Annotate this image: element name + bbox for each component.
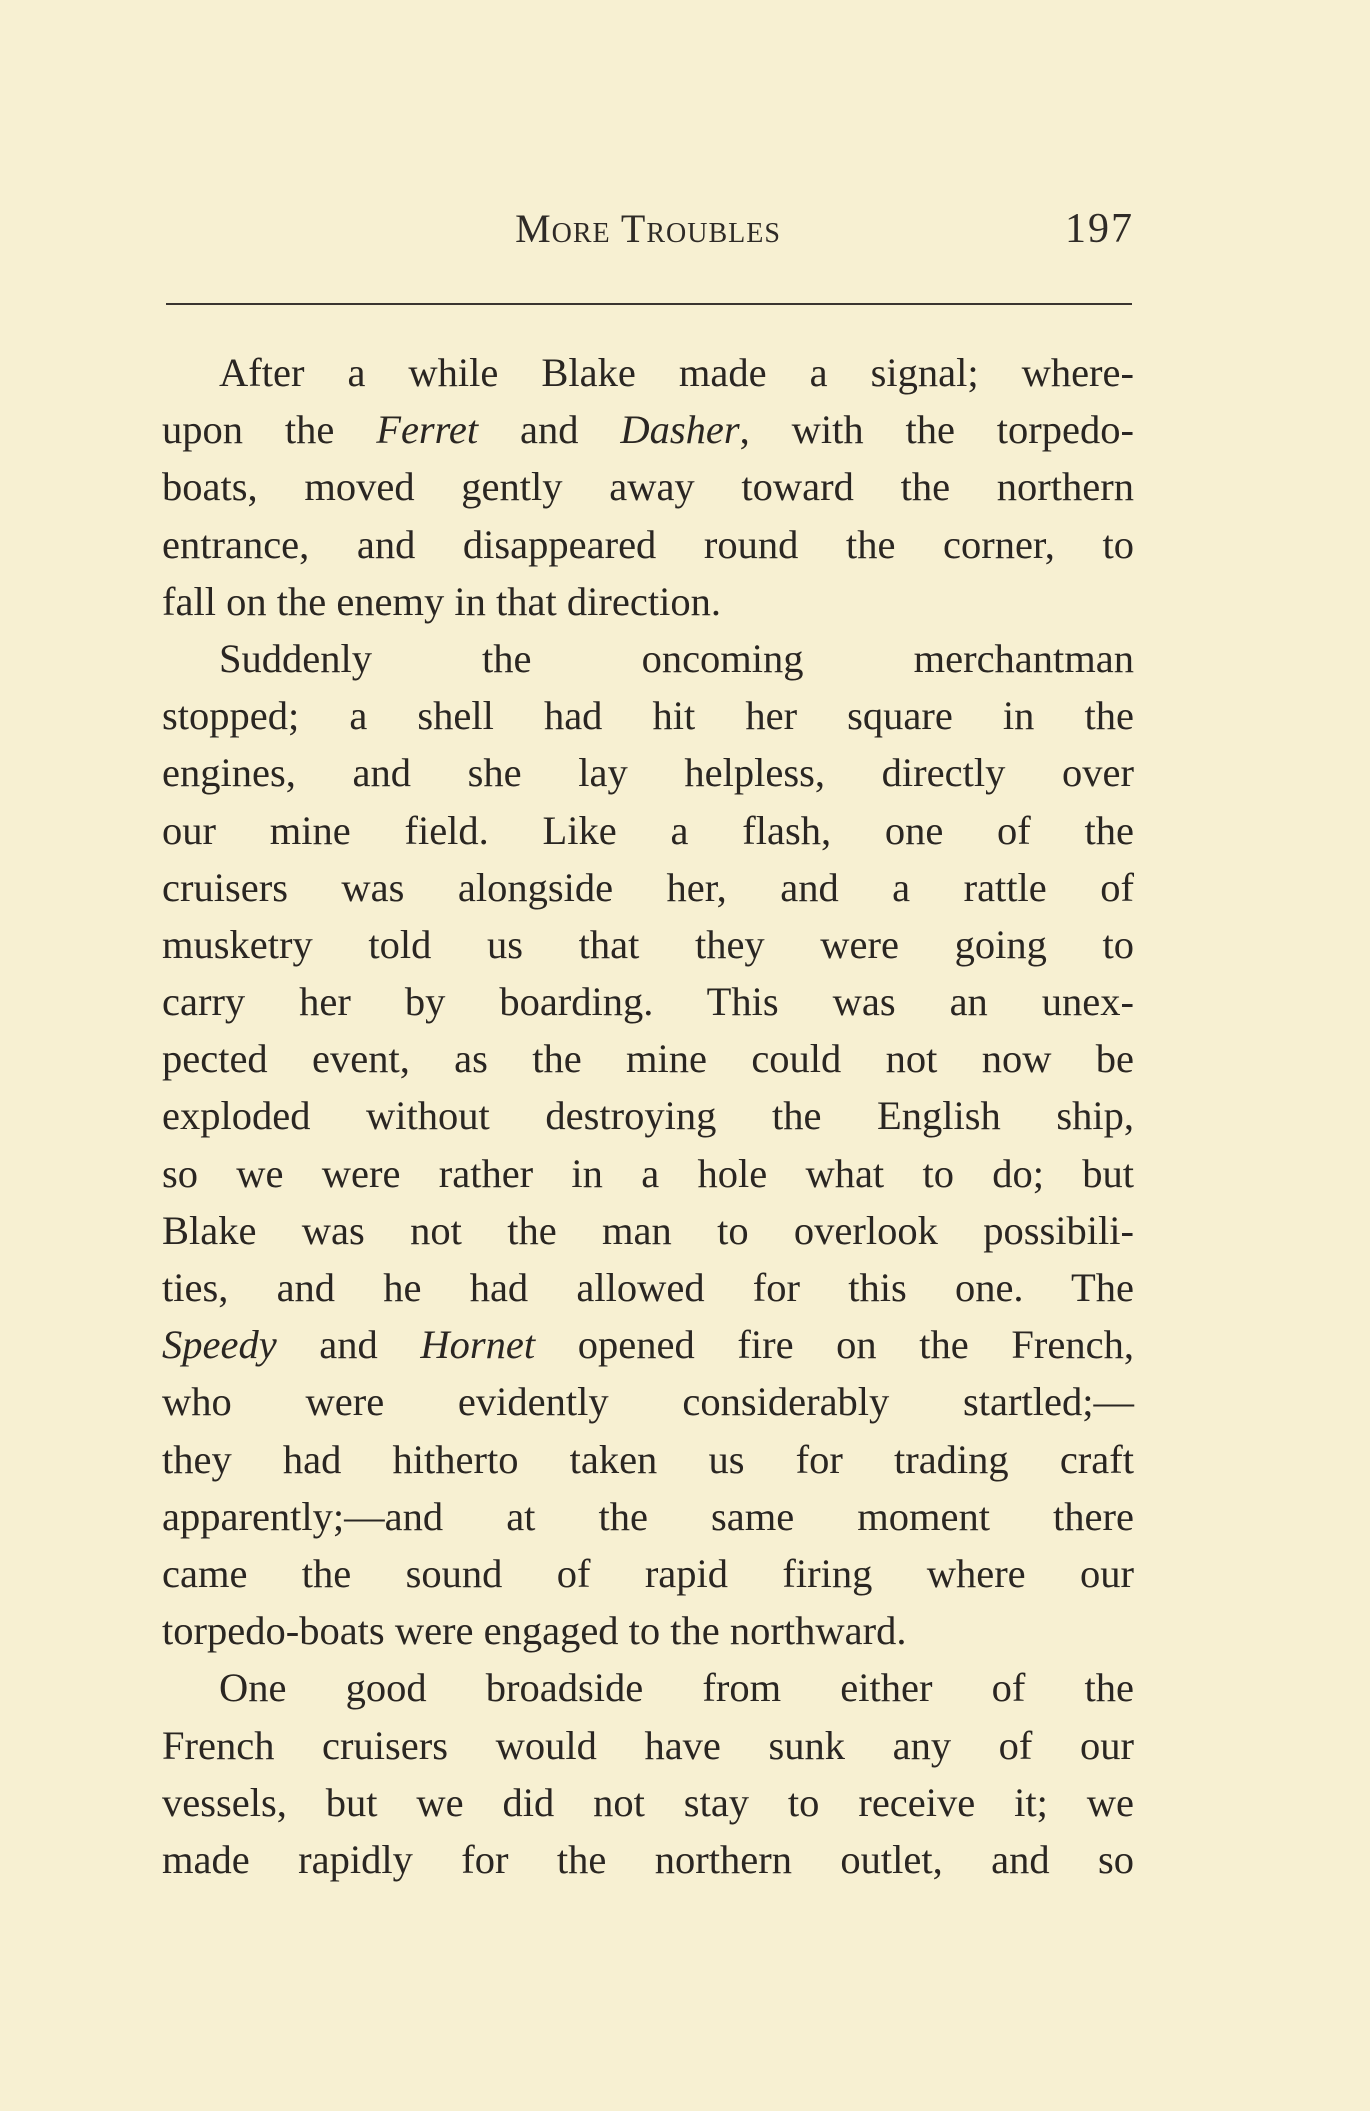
header-rule <box>166 303 1132 305</box>
chapter-title: More Troubles <box>515 206 781 251</box>
body-text <box>162 344 1134 1888</box>
text-line: engines, and she lay helpless, directly over <box>162 750 1134 796</box>
text-line: ties, and he had allowed for this one. The <box>162 1265 1134 1310</box>
text-line: made rapidly for the northern outlet, and so <box>162 1836 1134 1882</box>
text-line: cruisers was alongside her, and a rattle of <box>162 864 1134 910</box>
text-line: Suddenly the oncoming merchantman <box>219 635 1134 681</box>
text-line: apparently;—and at the same moment there <box>162 1493 1134 1539</box>
text-line: upon the Ferret and Dasher, with the torpedo- <box>162 407 1135 453</box>
text-line: After a while Blake made a signal; where- <box>219 350 1134 395</box>
ship-name: Hornet <box>420 1322 536 1368</box>
ship-name: Speedy <box>162 1322 277 1368</box>
page-number: 197 <box>1065 206 1134 252</box>
text-line: stopped; a shell had hit her square in the <box>162 693 1134 739</box>
text-line: came the sound of rapid firing where our <box>162 1550 1134 1596</box>
text-line: entrance, and disappeared round the corner, to <box>162 521 1134 567</box>
text-line: our mine field. Like a flash, one of the <box>162 807 1134 853</box>
text-line: exploded without destroying the English ship, <box>162 1093 1134 1139</box>
text-line: they had hitherto taken us for trading craft <box>162 1436 1134 1482</box>
text-line: boats, moved gently away toward the northern <box>162 464 1134 510</box>
ship-name: Ferret <box>376 407 479 453</box>
text-line: Speedy and Hornet opened fire on the French, <box>162 1322 1134 1368</box>
text-line: musketry told us that they were going to <box>162 921 1134 967</box>
text-line: pected event, as the mine could not now be <box>162 1036 1134 1082</box>
text-line: French cruisers would have sunk any of our <box>162 1722 1134 1768</box>
text-line: vessels, but we did not stay to receive it; we <box>162 1779 1134 1825</box>
text-line: One good broadside from either of the <box>219 1665 1134 1711</box>
text-line: who were evidently considerably startled;— <box>162 1379 1134 1425</box>
text-line: torpedo-boats were engaged to the northward. <box>162 1608 907 1654</box>
text-line: Blake was not the man to overlook possibili- <box>162 1207 1134 1253</box>
text-line: fall on the enemy in that direction. <box>162 578 721 624</box>
text-line: carry her by boarding. This was an unex- <box>162 979 1134 1025</box>
text-line: so we were rather in a hole what to do; but <box>162 1150 1134 1196</box>
running-head <box>162 205 1134 265</box>
ship-name: Dasher <box>620 407 740 453</box>
